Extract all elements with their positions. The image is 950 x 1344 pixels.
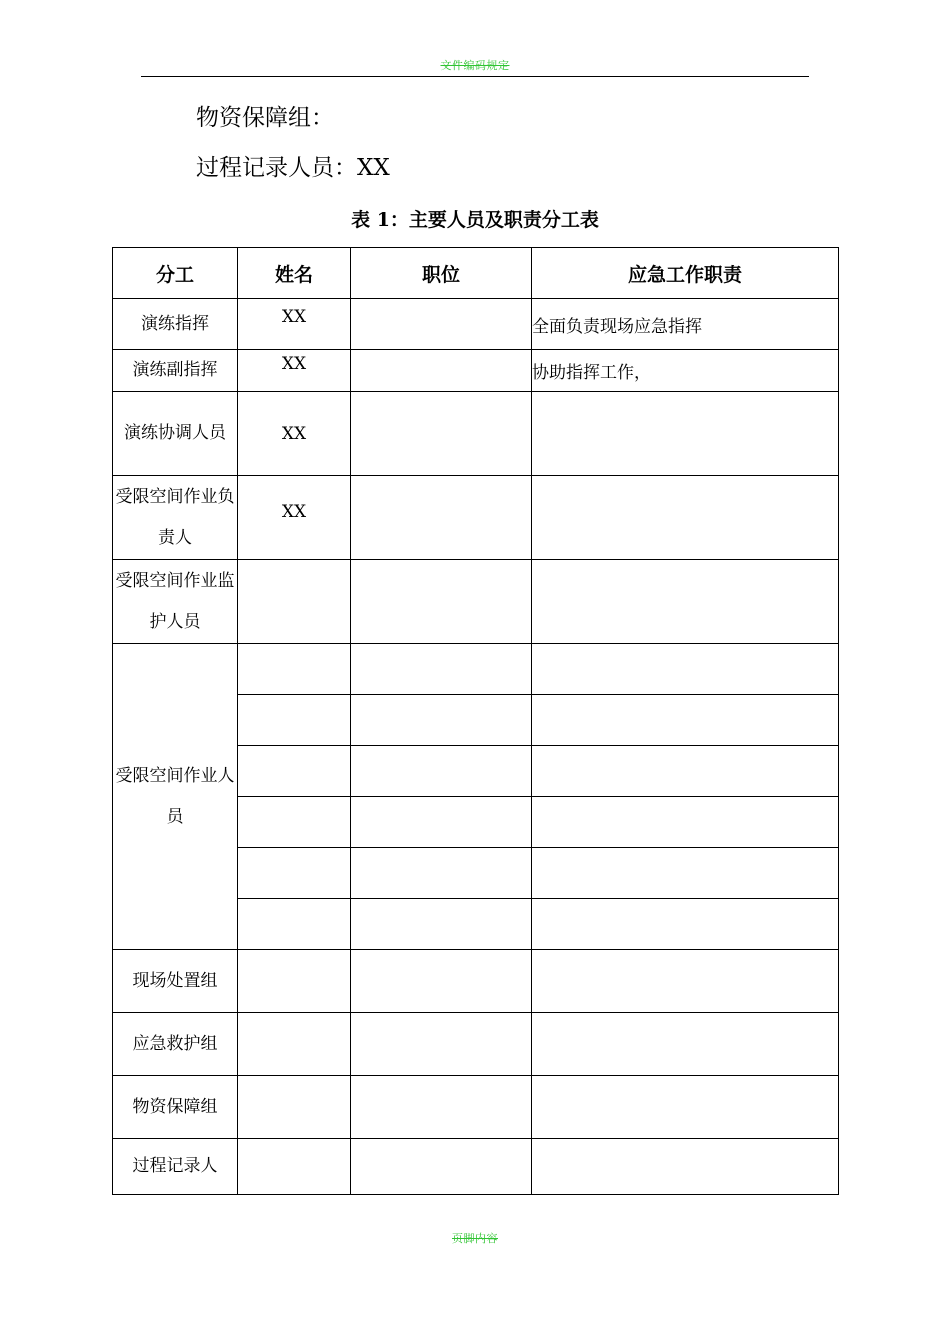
duty-cell: 协助指挥工作， [532, 350, 839, 392]
name-cell [238, 1139, 351, 1195]
table-row [113, 1076, 839, 1139]
table-row [113, 950, 839, 1013]
duty-cell [532, 848, 839, 899]
position-cell [351, 899, 532, 950]
column-header-name: 姓名 [238, 248, 351, 299]
paragraph-supply-group: 物资保障组： [196, 105, 334, 131]
duty-cell [532, 1139, 839, 1195]
name-cell [238, 746, 351, 797]
name-cell [238, 848, 351, 899]
name-cell [238, 950, 351, 1013]
name-cell [238, 1076, 351, 1139]
name-cell [238, 695, 351, 746]
position-cell [351, 1139, 532, 1195]
role-cell: 演练协调人员 [113, 392, 238, 476]
position-cell [351, 644, 532, 695]
duty-cell [532, 899, 839, 950]
table-row [113, 350, 839, 392]
position-cell [351, 1076, 532, 1139]
position-cell [351, 950, 532, 1013]
role-cell: 受限空间作业监护人员 [113, 560, 238, 644]
duty-cell [532, 476, 839, 560]
page-header-text: 文件编码规定 [440, 59, 510, 72]
name-cell [238, 644, 351, 695]
name-cell [238, 797, 351, 848]
role-cell-merged: 受限空间作业人员 [113, 644, 238, 950]
table-header-row [113, 248, 839, 299]
duty-cell [532, 1076, 839, 1139]
name-cell: XX [238, 299, 351, 350]
duty-cell [532, 644, 839, 695]
position-cell [351, 560, 532, 644]
name-cell: XX [238, 392, 351, 476]
role-cell: 受限空间作业负责人 [113, 476, 238, 560]
position-cell [351, 299, 532, 350]
table-caption: 表 1：主要人员及职责分工表 [351, 209, 599, 231]
table-row [113, 392, 839, 476]
position-cell [351, 695, 532, 746]
role-cell: 过程记录人 [113, 1139, 238, 1195]
name-cell [238, 1013, 351, 1076]
name-cell [238, 560, 351, 644]
role-cell: 物资保障组 [113, 1076, 238, 1139]
table-row [113, 560, 839, 644]
column-header-position: 职位 [351, 248, 532, 299]
duty-cell [532, 392, 839, 476]
role-cell: 现场处置组 [113, 950, 238, 1013]
table-row [113, 476, 839, 560]
duty-cell [532, 746, 839, 797]
header-rule [141, 76, 809, 77]
duty-cell: 全面负责现场应急指挥 [532, 299, 839, 350]
position-cell [351, 848, 532, 899]
page-footer-text: 页脚内容 [452, 1232, 498, 1245]
duty-cell [532, 560, 839, 644]
role-cell: 应急救护组 [113, 1013, 238, 1076]
paragraph-recorder: 过程记录人员：XX [196, 155, 390, 181]
position-cell [351, 392, 532, 476]
column-header-duty: 应急工作职责 [532, 248, 839, 299]
name-cell [238, 899, 351, 950]
name-cell: XX [238, 350, 351, 392]
position-cell [351, 476, 532, 560]
column-header-role: 分工 [113, 248, 238, 299]
position-cell [351, 797, 532, 848]
table-row [113, 1139, 839, 1195]
role-cell: 演练副指挥 [113, 350, 238, 392]
table-row [113, 1013, 839, 1076]
table-row [113, 644, 839, 695]
duty-cell [532, 1013, 839, 1076]
position-cell [351, 746, 532, 797]
table-row [113, 299, 839, 350]
responsibility-table [112, 247, 839, 1195]
duty-cell [532, 950, 839, 1013]
position-cell [351, 350, 532, 392]
duty-cell [532, 695, 839, 746]
name-cell: XX [238, 476, 351, 560]
position-cell [351, 1013, 532, 1076]
role-cell: 演练指挥 [113, 299, 238, 350]
duty-cell [532, 797, 839, 848]
